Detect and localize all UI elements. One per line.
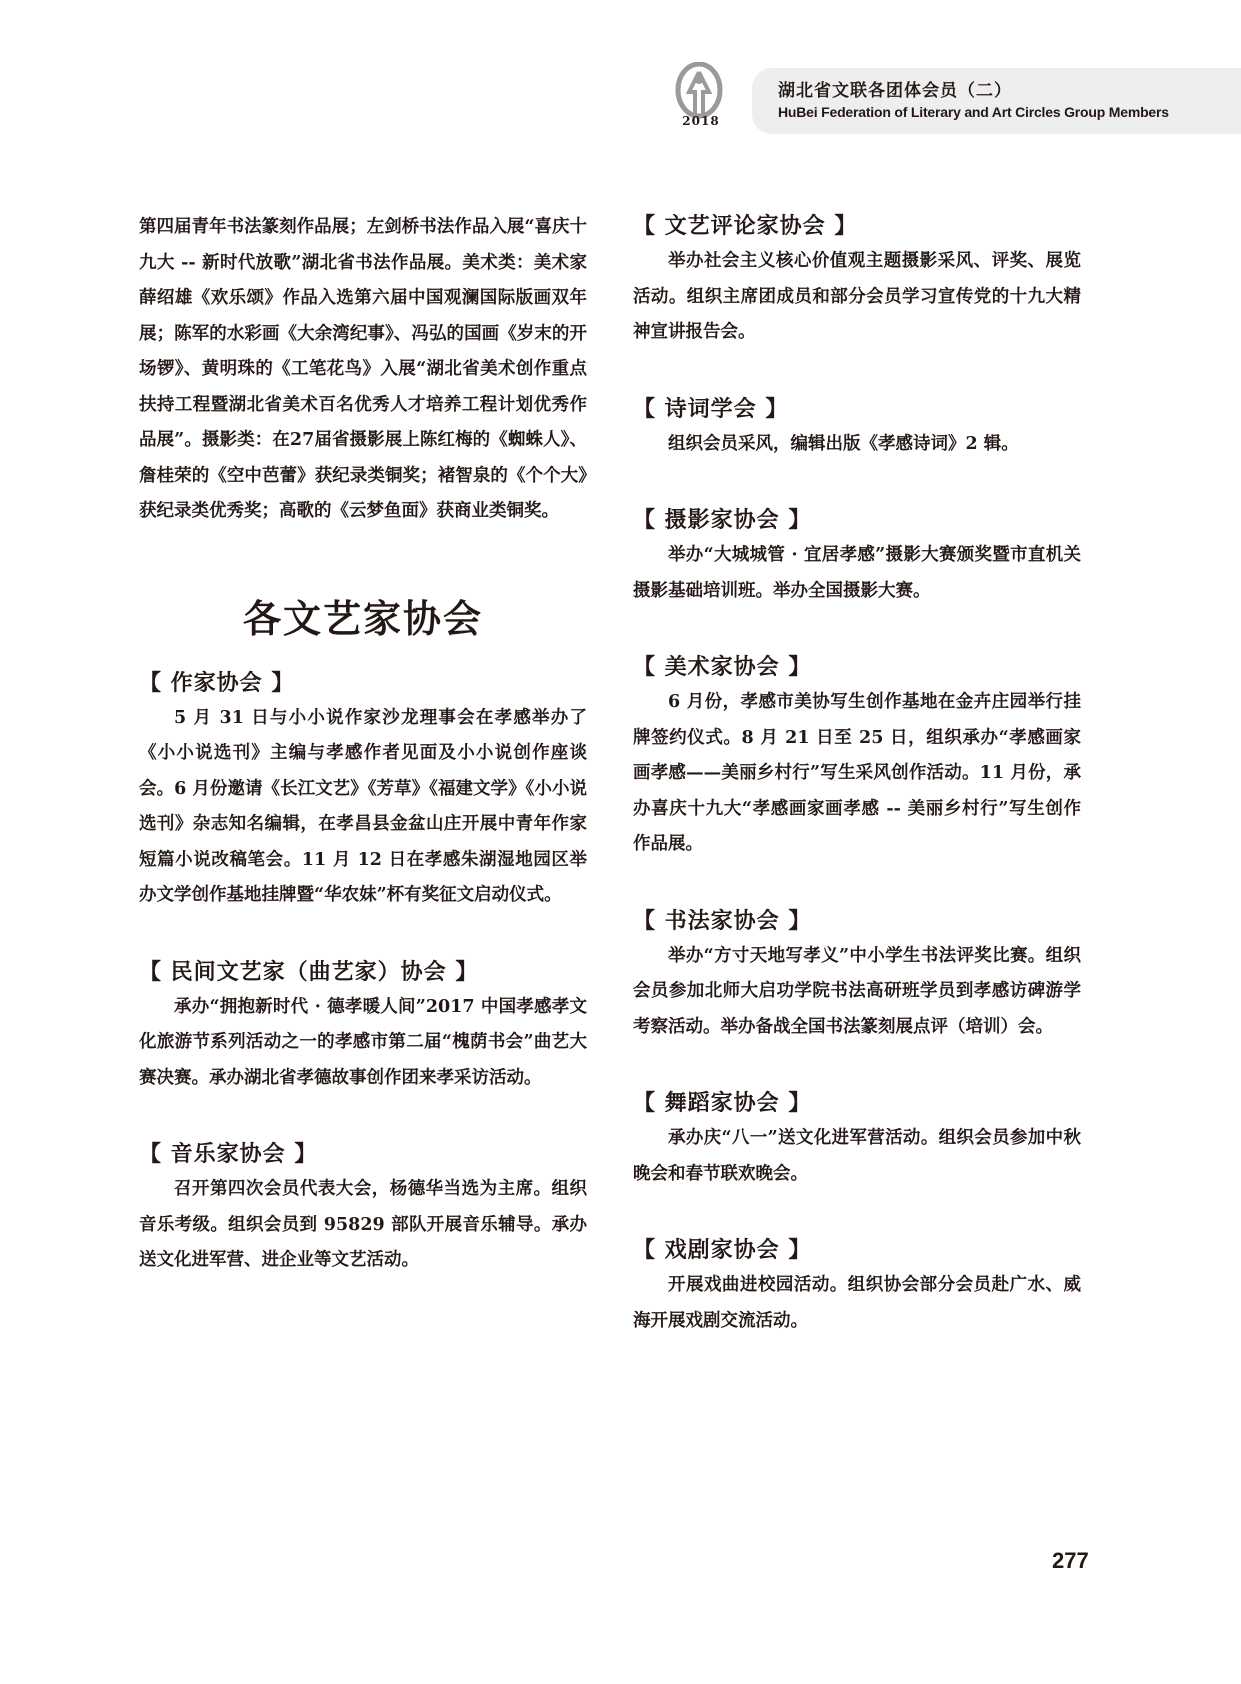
section-musicians (139, 1138, 587, 1279)
section-heading: 【 作家协会 】 (139, 670, 295, 696)
header-title-en: HuBei Federation of Literary and Art Circles Group Members (778, 104, 1169, 120)
header-year: 2018 (682, 114, 720, 128)
main-title: 各文艺家协会 (242, 596, 483, 641)
section-calligraphers (633, 905, 1081, 1046)
section-body: 举办“方寸天地写孝义”中小学生书法评奖比赛。组织会员参加北师大启功学院书法高研班学员到孝感访碑游学考察活动。举办备战全国书法篆刻展点评（培训）会。 (633, 945, 1081, 1037)
section-photographers (633, 504, 1081, 609)
section-body: 承办庆“八一”送文化进军营活动。组织会员参加中秋晚会和春节联欢晚会。 (633, 1128, 1081, 1184)
section-heading: 【 文艺评论家协会 】 (633, 214, 858, 239)
section-poetry (633, 393, 1081, 463)
section-writers (139, 667, 587, 914)
section-body: 组织会员采风，编辑出版《孝感诗词》2 辑。 (668, 433, 1019, 454)
section-critics (633, 210, 1081, 351)
section-body: 举办“大城城管 · 宜居孝感”摄影大赛颁奖暨市直机关摄影基础培训班。举办全国摄影大赛。 (633, 545, 1081, 601)
section-body: 5 月 31 日与小小说作家沙龙理事会在孝感举办了《小小说选刊》主编与孝感作者见面及小小说创作座谈会。6 月份邀请《长江文艺》《芳草》《福建文学》《小小说选刊》杂志知名编辑，在孝昌县金盆山庄开展中青年作家短篇小说改稿笔会。11 月 12 日在孝感朱湖湿地园区举办文学创作基地挂牌暨“华农妹”杯有奖征文启动仪式。 (139, 707, 587, 905)
section-dramatists (633, 1234, 1081, 1339)
section-heading: 【 诗词学会 】 (633, 396, 789, 422)
section-heading: 【 戏剧家协会 】 (633, 1238, 812, 1263)
section-folk-artists (139, 956, 587, 1097)
intro-paragraph: 第四届青年书法篆刻作品展；左剑桥书法作品入展“喜庆十九大 -- 新时代放歌”湖北省书法作品展。美术类：美术家薛绍雄《欢乐颂》作品入选第六届中国观澜国际版画双年展；陈军的水彩画《大余湾纪事》、冯弘的国画《岁末的开场锣》、黄明珠的《工笔花鸟》入展“湖北省美术创作重点扶持工程暨湖北省美术百名优秀人才培养工程计划优秀作品展”。摄影类：在27届省摄影展上陈红梅的《蜘蛛人》、詹桂荣的《空中芭蕾》获纪录类铜奖；褚智泉的《个个大》获纪录类优秀奖；高歌的《云梦鱼面》获商业类铜奖。 (139, 217, 587, 521)
section-heading: 【 摄影家协会 】 (633, 508, 812, 533)
section-body: 召开第四次会员代表大会，杨德华当选为主席。组织音乐考级。组织会员到 95829 部队开展音乐辅导。承办送文化进军营、进企业等文艺活动。 (139, 1179, 587, 1270)
section-heading: 【 音乐家协会 】 (139, 1142, 318, 1167)
section-dancers (633, 1087, 1081, 1192)
left-column (139, 210, 587, 1279)
section-heading: 【 舞蹈家协会 】 (633, 1091, 812, 1116)
section-heading: 【 民间文艺家（曲艺家）协会 】 (139, 959, 479, 985)
right-column (633, 210, 1081, 1339)
section-heading: 【 书法家协会 】 (633, 908, 812, 934)
section-heading: 【 美术家协会 】 (633, 655, 812, 680)
header-title-cn: 湖北省文联各团体会员（二） (778, 81, 1012, 101)
section-fine-artists (633, 651, 1081, 863)
section-body: 6 月份，孝感市美协写生创作基地在金卉庄园举行挂牌签约仪式。8 月 21 日至 25 日，组织承办“孝感画家画孝感——美丽乡村行”写生采风创作活动。11 月份，承办喜庆十九大“孝感画家画孝感 -- 美丽乡村行”写生创作作品展。 (633, 692, 1081, 854)
section-body: 举办社会主义核心价值观主题摄影采风、评奖、展览活动。组织主席团成员和部分会员学习宣传党的十九大精神宣讲报告会。 (633, 251, 1081, 342)
section-body: 承办“拥抱新时代 · 德孝暖人间”2017 中国孝感孝文化旅游节系列活动之一的孝感市第二届“槐荫书会”曲艺大赛决赛。承办湖北省孝德故事创作团来孝采访活动。 (139, 996, 587, 1088)
section-body: 开展戏曲进校园活动。组织协会部分会员赴广水、威海开展戏剧交流活动。 (633, 1275, 1081, 1331)
page-number: 277 (1052, 1548, 1089, 1573)
